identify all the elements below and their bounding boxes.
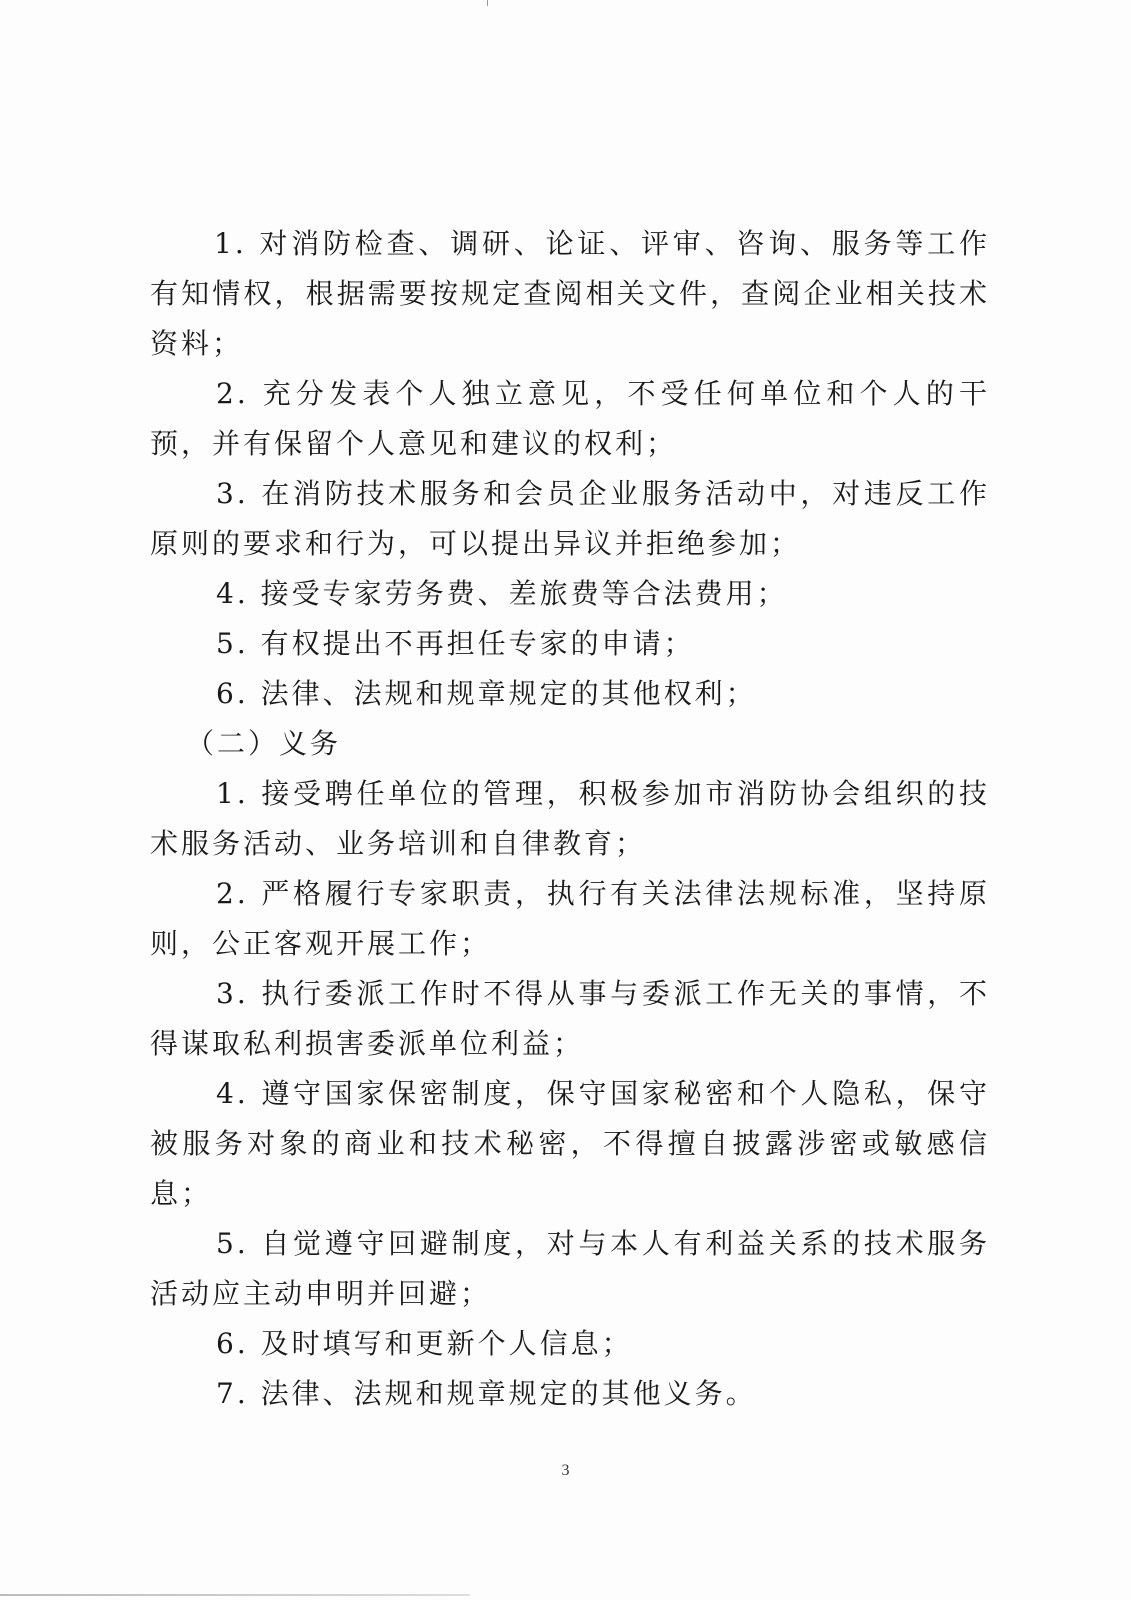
duties-item-6: 6. 及时填写和更新个人信息； — [216, 1327, 633, 1360]
duties-item-2: 2. 严格履行专家职责，执行有关法律法规标准，坚持原则，公正客观开展工作； — [150, 877, 990, 960]
page-number: 3 — [561, 1462, 570, 1479]
scan-edge-shadow — [0, 1594, 470, 1596]
rights-item-6: 6. 法律、法规和规章规定的其他权利； — [216, 677, 757, 710]
duties-item-7: 7. 法律、法规和规章规定的其他义务。 — [216, 1377, 757, 1410]
rights-item-3: 3. 在消防技术服务和会员企业服务活动中，对违反工作原则的要求和行为，可以提出异议并拒绝参加； — [150, 477, 990, 560]
duties-item-4: 4. 遵守国家保密制度，保守国家秘密和个人隐私，保守被服务对象的商业和技术秘密，不得擅自披露涉密或敏感信息； — [150, 1077, 990, 1210]
duties-item-3: 3. 执行委派工作时不得从事与委派工作无关的事情，不得谋取私利损害委派单位利益； — [150, 977, 990, 1060]
duties-heading: （二）义务 — [186, 727, 342, 760]
document-body — [150, 219, 990, 1419]
rights-item-2: 2. 充分发表个人独立意见，不受任何单位和个人的干预，并有保留个人意见和建议的权利； — [150, 377, 990, 460]
duties-item-5: 5. 自觉遵守回避制度，对与本人有利益关系的技术服务活动应主动申明并回避； — [150, 1227, 990, 1310]
rights-item-4: 4. 接受专家劳务费、差旅费等合法费用； — [216, 577, 788, 610]
scan-edge-mark — [487, 0, 488, 6]
duties-item-1: 1. 接受聘任单位的管理，积极参加市消防协会组织的技术服务活动、业务培训和自律教育； — [150, 777, 990, 860]
rights-item-1: 1. 对消防检查、调研、论证、评审、咨询、服务等工作有知情权，根据需要按规定查阅相关文件，查阅企业相关技术资料； — [150, 227, 990, 360]
rights-item-5: 5. 有权提出不再担任专家的申请； — [216, 627, 695, 660]
